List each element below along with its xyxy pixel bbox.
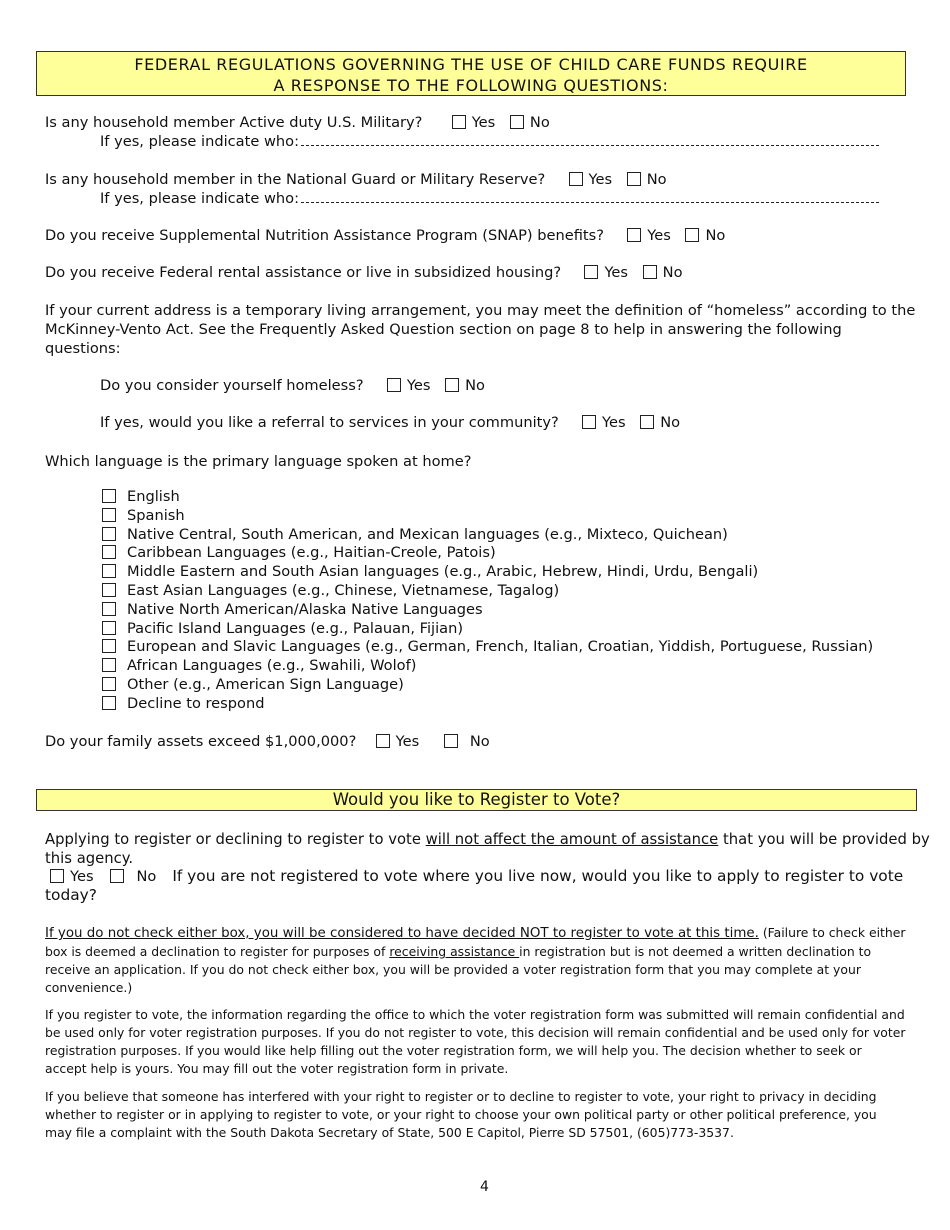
language-option[interactable]	[102, 544, 873, 563]
vote-intro-underlined: will not affect the amount of assistance	[425, 831, 719, 848]
assets-yes-checkbox[interactable]	[376, 734, 390, 748]
language-option[interactable]	[102, 601, 873, 620]
military-followup-text: If yes, please indicate who:	[100, 133, 299, 150]
rental-question-row	[45, 263, 693, 282]
language-option-label: Caribbean Languages (e.g., Haitian-Creole, Patois)	[127, 544, 496, 562]
referral-question-row	[100, 413, 690, 432]
language-checkbox[interactable]	[102, 621, 116, 635]
language-options-list	[102, 488, 873, 714]
language-option[interactable]	[102, 638, 873, 657]
language-option[interactable]	[102, 676, 873, 695]
header-banner-line1: FEDERAL REGULATIONS GOVERNING THE USE OF CHILD CARE FUNDS REQUIRE	[134, 55, 808, 74]
vote-question-row	[45, 867, 904, 905]
referral-yes-checkbox[interactable]	[582, 415, 596, 429]
vote-notice-part1: (Failure to check either box is deemed a declination to register for purposes of	[45, 925, 906, 959]
guard-no-checkbox[interactable]	[627, 172, 641, 186]
referral-yes-label: Yes	[602, 414, 626, 431]
military-yes-checkbox[interactable]	[452, 115, 466, 129]
language-option-label: Decline to respond	[127, 694, 265, 712]
language-checkbox[interactable]	[102, 602, 116, 616]
snap-question-text: Do you receive Supplemental Nutrition Assistance Program (SNAP) benefits?	[45, 227, 604, 244]
language-option[interactable]	[102, 582, 873, 601]
homeless-no-label: No	[465, 377, 485, 394]
assets-question-text: Do your family assets exceed $1,000,000?	[45, 733, 357, 750]
assets-question-row	[45, 732, 500, 751]
language-option[interactable]	[102, 695, 873, 714]
page-number: 4	[480, 1179, 489, 1195]
vote-banner	[36, 789, 917, 811]
vote-notice-part2: in registration but is not deemed a written declination to receive an application. If you do not check either box, you will be provided a voter registration form that you may complete at your convenience.)	[45, 944, 872, 995]
vote-intro	[45, 830, 930, 868]
guard-followup-text: If yes, please indicate who:	[100, 190, 299, 207]
language-option-label: Native North American/Alaska Native Languages	[127, 600, 483, 618]
language-option-label: Native Central, South American, and Mexican languages (e.g., Mixteco, Quichean)	[127, 525, 728, 543]
language-question-text: Which language is the primary language spoken at home?	[45, 453, 472, 470]
vote-no-checkbox[interactable]	[110, 869, 124, 883]
vote-intro-part1: Applying to register or declining to register to vote	[45, 831, 426, 848]
guard-who-field[interactable]	[301, 190, 879, 203]
snap-no-checkbox[interactable]	[685, 228, 699, 242]
rental-no-label: No	[662, 264, 683, 281]
rental-yes-label: Yes	[604, 264, 629, 281]
language-checkbox[interactable]	[102, 677, 116, 691]
military-who-field[interactable]	[301, 133, 879, 146]
assets-yes-label: Yes	[395, 733, 420, 750]
guard-no-label: No	[646, 171, 667, 188]
guard-followup-row	[100, 189, 879, 208]
language-option-label: Other (e.g., American Sign Language)	[127, 675, 404, 693]
language-option-label: Spanish	[127, 506, 185, 524]
rental-question-text: Do you receive Federal rental assistance or live in subsidized housing?	[45, 264, 562, 281]
language-checkbox[interactable]	[102, 527, 116, 541]
homeless-intro-line3: questions:	[45, 340, 121, 357]
language-option-label: European and Slavic Languages (e.g., German, French, Italian, Croatian, Yiddish, Portuguese, Russian)	[127, 638, 874, 656]
vote-yes-checkbox[interactable]	[50, 869, 64, 883]
rental-yes-checkbox[interactable]	[584, 265, 598, 279]
homeless-yes-checkbox[interactable]	[387, 378, 401, 392]
language-checkbox[interactable]	[102, 583, 116, 597]
language-option-label: Middle Eastern and South Asian languages (e.g., Arabic, Hebrew, Hindi, Urdu, Bengali)	[127, 563, 759, 581]
language-checkbox[interactable]	[102, 508, 116, 522]
language-option[interactable]	[102, 657, 873, 676]
military-no-label: No	[529, 114, 550, 131]
military-no-checkbox[interactable]	[510, 115, 524, 129]
language-option-label: African Languages (e.g., Swahili, Wolof)	[127, 657, 417, 675]
homeless-question-text: Do you consider yourself homeless?	[100, 377, 364, 394]
language-option-label: East Asian Languages (e.g., Chinese, Vietnamese, Tagalog)	[127, 581, 560, 599]
language-checkbox[interactable]	[102, 489, 116, 503]
language-checkbox[interactable]	[102, 564, 116, 578]
language-checkbox[interactable]	[102, 545, 116, 559]
homeless-intro-line1: If your current address is a temporary living arrangement, you may meet the definition of “homeless” according to the	[45, 302, 916, 319]
guard-yes-checkbox[interactable]	[569, 172, 583, 186]
language-option[interactable]	[102, 563, 873, 582]
military-question-row	[45, 113, 560, 132]
referral-no-checkbox[interactable]	[640, 415, 654, 429]
assets-no-checkbox[interactable]	[444, 734, 458, 748]
language-option[interactable]	[102, 526, 873, 545]
snap-question-row	[45, 226, 735, 245]
homeless-intro	[45, 301, 915, 358]
header-banner	[36, 51, 906, 96]
language-checkbox[interactable]	[102, 658, 116, 672]
vote-intro-line2: this agency.	[45, 850, 134, 867]
vote-banner-title: Would you like to Register to Vote?	[332, 790, 621, 809]
language-checkbox[interactable]	[102, 696, 116, 710]
homeless-intro-line2: McKinney-Vento Act. See the Frequently Asked Question section on page 8 to help in answering the following	[45, 321, 842, 338]
vote-question-line1: If you are not registered to vote where you live now, would you like to apply to register to vote	[172, 867, 904, 885]
vote-confidential: If you register to vote, the information regarding the office to which the voter registration form was submitted will remain confidential and be used only for voter registration purposes. If you do not register to vote, this decision will remain confidential and be used only for voter registration purposes. If you would like help filling out the voter registration form, we will help you. The decision whether to seek or accept help is yours. You may fill out the voter registration form in private.	[45, 1007, 906, 1076]
guard-yes-label: Yes	[588, 171, 613, 188]
referral-no-label: No	[660, 414, 681, 431]
guard-question-row	[45, 170, 677, 189]
snap-yes-label: Yes	[647, 227, 671, 244]
language-option-label: English	[127, 488, 180, 505]
vote-question-line2: today?	[45, 886, 97, 904]
homeless-question-row	[100, 376, 495, 395]
military-question-text: Is any household member Active duty U.S. Military?	[45, 114, 423, 131]
military-yes-label: Yes	[471, 114, 496, 131]
language-checkbox[interactable]	[102, 639, 116, 653]
language-option[interactable]	[102, 488, 873, 507]
homeless-yes-label: Yes	[406, 377, 431, 394]
vote-notice-underlined2: receiving assistance	[389, 944, 520, 959]
military-followup-row	[100, 132, 879, 151]
homeless-no-checkbox[interactable]	[445, 378, 459, 392]
guard-question-text: Is any household member in the National Guard or Military Reserve?	[45, 171, 546, 188]
snap-no-label: No	[705, 227, 726, 244]
vote-notice	[45, 924, 907, 997]
vote-complaint: If you believe that someone has interfered with your right to register or to decline to register to vote, your right to privacy in deciding whether to register or in applying to register to vote, or your right to choose your own political party or other political preference, you may file a complaint with the South Dakota Secretary of State, 500 E Capitol, Pierre SD 57501, (605)773-3537.	[45, 1089, 877, 1140]
assets-no-label: No	[469, 733, 490, 750]
referral-question-text: If yes, would you like a referral to services in your community?	[100, 414, 559, 431]
snap-yes-checkbox[interactable]	[627, 228, 641, 242]
vote-intro-part2: that you will be provided by	[718, 831, 930, 848]
language-option-label: Pacific Island Languages (e.g., Palauan, Fijian)	[127, 619, 464, 637]
vote-notice-underlined: If you do not check either box, you will be considered to have decided NOT to register to vote at this time.	[45, 926, 759, 941]
header-banner-line2: A RESPONSE TO THE FOLLOWING QUESTIONS:	[273, 76, 669, 95]
vote-yes-label: Yes	[70, 868, 94, 885]
rental-no-checkbox[interactable]	[643, 265, 657, 279]
language-option[interactable]	[102, 507, 873, 526]
vote-no-label: No	[136, 868, 157, 885]
language-option[interactable]	[102, 620, 873, 639]
